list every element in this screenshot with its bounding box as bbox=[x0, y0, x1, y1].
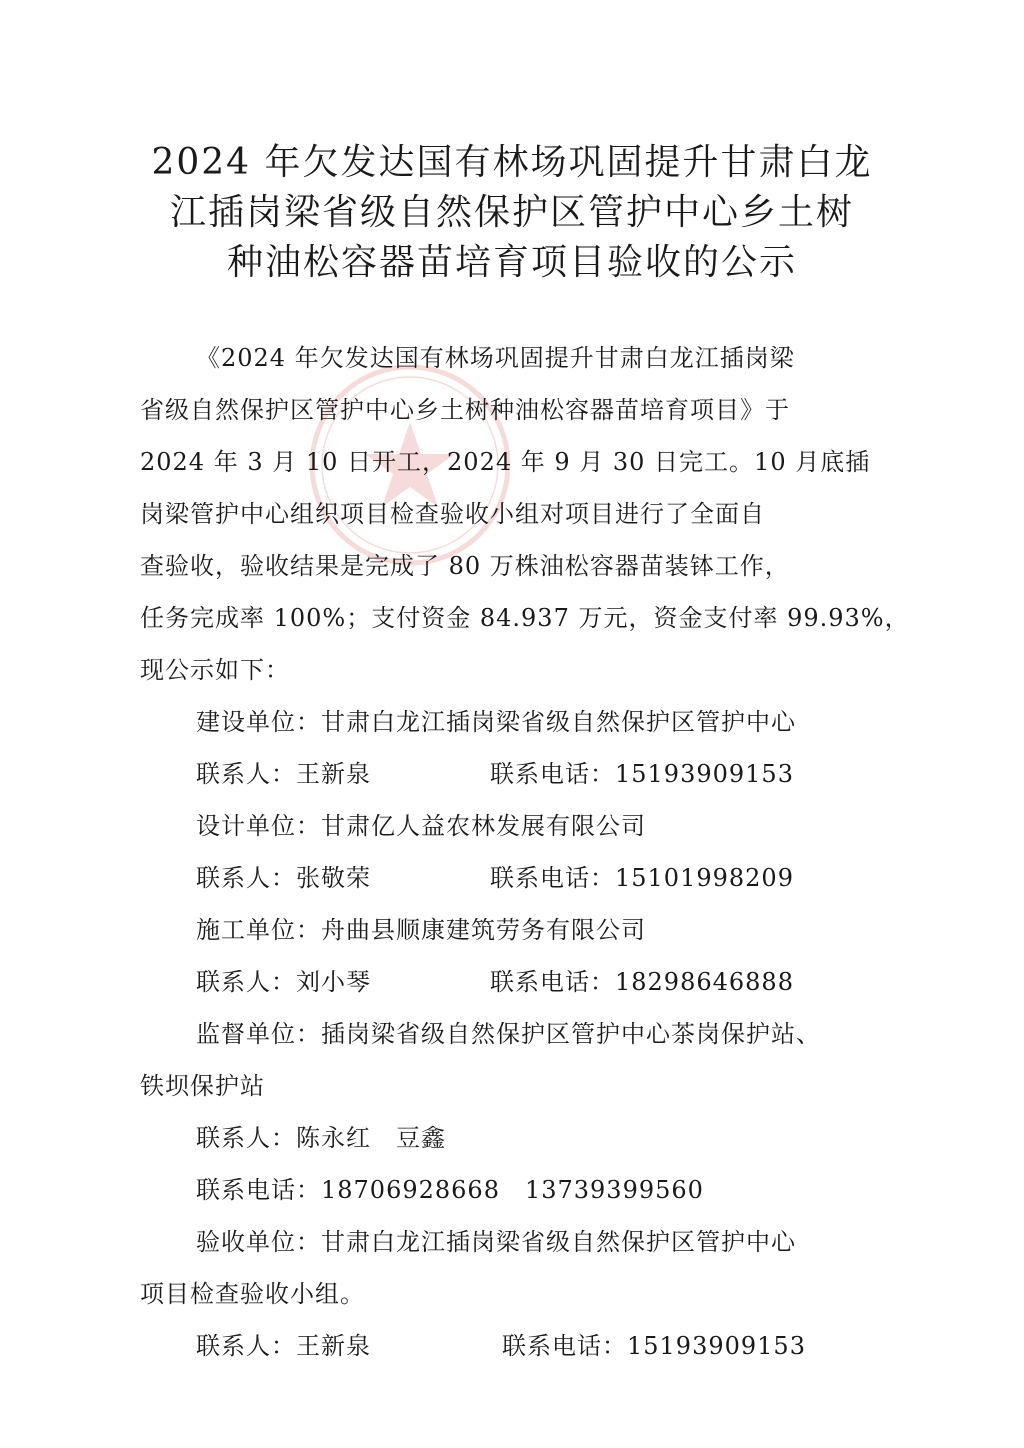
supervision-unit-line-2: 铁坝保护站 bbox=[140, 1072, 265, 1100]
acceptance-unit-line-1: 验收单位：甘肃白龙江插岗梁省级自然保护区管护中心 bbox=[196, 1228, 796, 1256]
paragraph-line-2: 省级自然保护区管护中心乡土树种油松容器苗培育项目》于 bbox=[140, 396, 790, 424]
construction-contact: 联系人：王新泉 bbox=[196, 760, 371, 788]
title-line-3: 种油松容器苗培育项目验收的公示 bbox=[226, 242, 797, 283]
supervision-phone: 联系电话：18706928668 13739399560 bbox=[196, 1176, 704, 1204]
paragraph-line-1: 《2024 年欠发达国有林场巩固提升甘肃白龙江插岗梁 bbox=[196, 344, 795, 372]
builder-unit: 施工单位：舟曲县顺康建筑劳务有限公司 bbox=[196, 916, 646, 944]
builder-contact: 联系人：刘小琴 bbox=[196, 968, 371, 996]
construction-unit: 建设单位：甘肃白龙江插岗梁省级自然保护区管护中心 bbox=[196, 708, 796, 736]
design-phone: 联系电话：15101998209 bbox=[490, 864, 794, 892]
paragraph-line-7: 现公示如下： bbox=[140, 656, 290, 684]
acceptance-unit-line-2: 项目检查验收小组。 bbox=[140, 1280, 365, 1308]
title-line-2: 江插岗梁省级自然保护区管护中心乡土树 bbox=[169, 192, 854, 233]
supervision-contact: 联系人：陈永红 豆鑫 bbox=[196, 1124, 446, 1152]
construction-phone: 联系电话：15193909153 bbox=[490, 760, 794, 788]
paragraph-line-5: 查验收，验收结果是完成了 80 万株油松容器苗装钵工作， bbox=[140, 552, 790, 580]
builder-phone: 联系电话：18298646888 bbox=[490, 968, 794, 996]
acceptance-phone: 联系电话：15193909153 bbox=[502, 1332, 806, 1360]
paragraph-line-6: 任务完成率 100%；支付资金 84.937 万元，资金支付率 99.93%， bbox=[140, 604, 910, 632]
design-unit: 设计单位：甘肃亿人益农林发展有限公司 bbox=[196, 812, 646, 840]
paragraph-line-4: 岗梁管护中心组织项目检查验收小组对项目进行了全面自 bbox=[140, 500, 765, 528]
supervision-unit-line-1: 监督单位：插岗梁省级自然保护区管护中心茶岗保护站、 bbox=[196, 1020, 821, 1048]
paragraph-line-3: 2024 年 3 月 10 日开工，2024 年 9 月 30 日完工。10 月底插 bbox=[140, 448, 871, 476]
notice-title bbox=[120, 138, 904, 288]
design-contact: 联系人：张敬荣 bbox=[196, 864, 371, 892]
title-line-1: 2024 年欠发达国有林场巩固提升甘肃白龙 bbox=[151, 142, 873, 183]
acceptance-contact: 联系人：王新泉 bbox=[196, 1332, 371, 1360]
